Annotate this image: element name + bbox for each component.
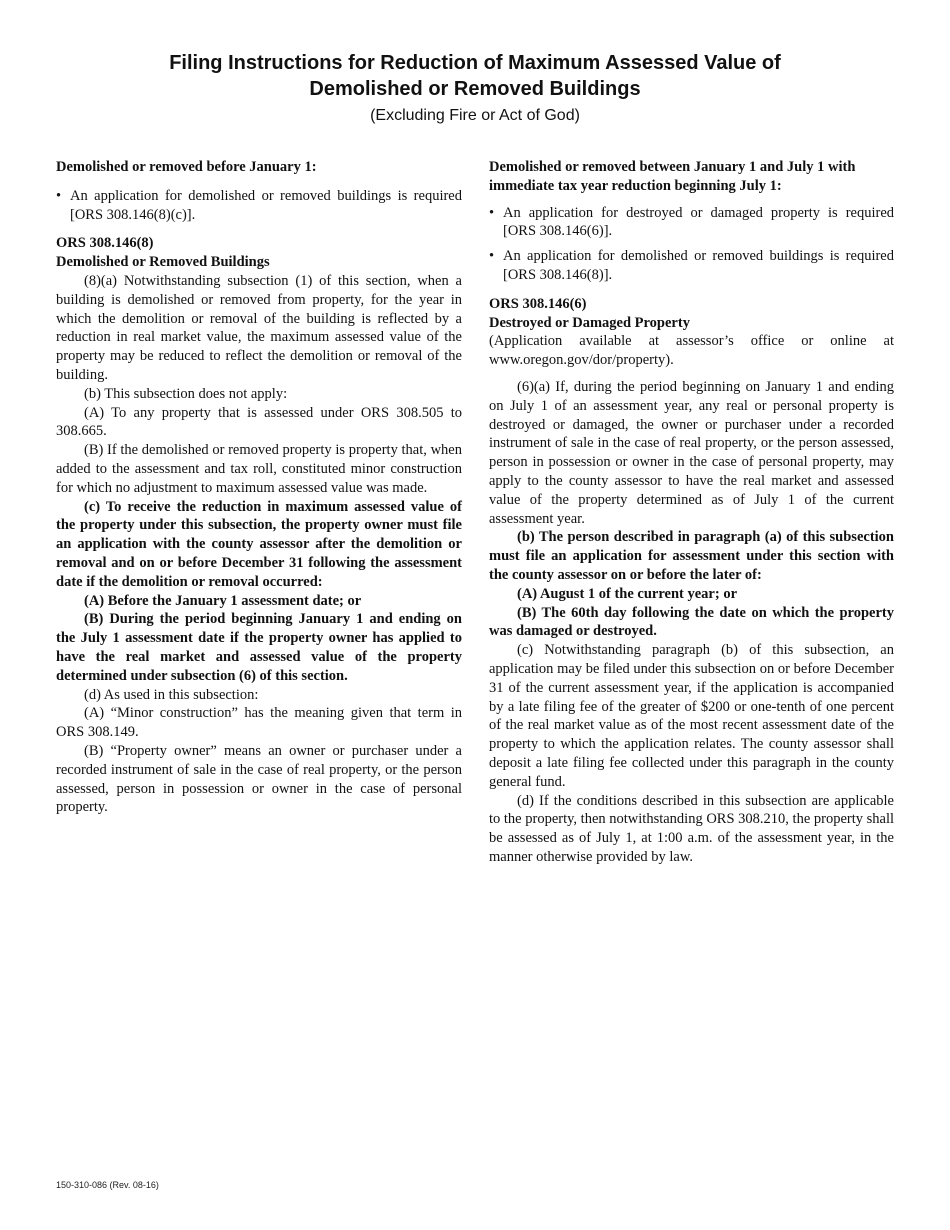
- para-8c-B: (B) During the period beginning January 1 and ending on the July 1 assessment date if the property owner has applied to have the real market and assessed value of the property determined under subsection (6) of this section.: [56, 611, 462, 684]
- left-statute-title: Demolished or Removed Buildings: [56, 254, 270, 271]
- right-bullet-item-1: [489, 204, 894, 242]
- para-8a: (8)(a) Notwithstanding subsection (1) of this section, when a building is demolished or removed from property, for the year in which the demolition or removal of the building is reflected by a reduction in real market value, the maximum assessed value of the property may be reduced to reflect the demolition or removal of the building.: [56, 272, 462, 383]
- title-line-1: Filing Instructions for Reduction of Maximum Assessed Value of: [169, 52, 781, 74]
- para-6b: (b) The person described in paragraph (a) of this subsection must file an application for assessment under this section with the county assessor on or before the later of:: [489, 529, 894, 583]
- left-section-heading: Demolished or removed before January 1:: [56, 159, 317, 175]
- right-statute-ref: ORS 308.146(6): [489, 295, 587, 312]
- right-bullet-text-1: An application for destroyed or damaged property is required [ORS 308.146(6)].: [503, 204, 894, 240]
- bullet-icon: •: [489, 204, 495, 221]
- right-bullet-text-2: An application for demolished or removed buildings is required [ORS 308.146(8)].: [503, 248, 894, 283]
- para-6b-B: (B) The 60th day following the date on which the property was damaged or destroyed.: [489, 604, 894, 640]
- para-8d: (d) As used in this subsection:: [84, 686, 259, 703]
- para-6c: (c) Notwithstanding paragraph (b) of this subsection, an application may be filed under this subsection on or before December 31 of the current assessment year, if the application is accompanied by a late filing fee of the greater of $200 or one-tenth of one percent of the real market value as of the most recent assessment date of the property to which the application relates. The county assessor shall deposit a late filing fee collected under this paragraph in the county general fund.: [489, 642, 894, 790]
- para-6d: (d) If the conditions described in this subsection are applicable to the property, then notwithstanding ORS 308.210, the property shall be assessed as of July 1, at 1:00 a.m. of the assessment year, in the manner otherwise provided by law.: [489, 792, 895, 865]
- para-8d-B: (B) “Property owner” means an owner or purchaser under a recorded instrument of sale in the case of real property, or the person assessed, person in possession or owner in the case of personal property.: [56, 742, 462, 816]
- form-number: 150-310-086 (Rev. 08-16): [56, 1180, 159, 1190]
- page-subtitle: (Excluding Fire or Act of God): [370, 107, 580, 124]
- bullet-icon: •: [489, 248, 495, 265]
- para-6b-A: (A) August 1 of the current year; or: [517, 585, 738, 602]
- title-line-2: Demolished or Removed Buildings: [309, 78, 641, 100]
- right-bullet-item-2: [489, 247, 894, 285]
- bullet-icon: •: [56, 187, 62, 204]
- right-column: [489, 158, 894, 867]
- page-title: [56, 50, 894, 102]
- para-8b: (b) This subsection does not apply:: [84, 385, 288, 402]
- left-statute-ref: ORS 308.146(8): [56, 235, 154, 252]
- left-bullet-text: An application for demolished or removed buildings is required [ORS 308.146(8)(c)].: [70, 187, 462, 223]
- right-statute-title: Destroyed or Damaged Property: [489, 314, 690, 331]
- para-8c: (c) To receive the reduction in maximum assessed value of the property under this subsection, the property owner must file an application with the county assessor after the demolition or removal and on or before December 31 following the assessment date if the demolition or removal occurred:: [56, 498, 462, 590]
- para-6a: (6)(a) If, during the period beginning on January 1 and ending on July 1 of an assessment year, any real or personal property is destroyed or damaged, the owner or purchaser under a recorded instrument of sale in the case of real property, or the person assessed, person in possession or owner in the case of personal property, may apply to the county assessor to have the real market and assessed value of the property determined as of July 1 of the current assessment year.: [489, 378, 894, 527]
- para-8c-A: (A) Before the January 1 assessment date; or: [84, 592, 362, 609]
- right-section-heading: Demolished or removed between January 1 and July 1 with immediate tax year reduction beginning July 1:: [489, 159, 856, 194]
- para-8d-A: (A) “Minor construction” has the meaning given that term in ORS 308.149.: [56, 705, 462, 741]
- title-block: [56, 50, 894, 127]
- para-8b-B: (B) If the demolished or removed property is property that, when added to the assessment and tax roll, constituted minor construction for which no adjustment to maximum assessed value was made.: [56, 442, 462, 496]
- application-availability: (Application available at assessor’s office or online at www.oregon.gov/dor/property).: [489, 333, 894, 369]
- left-bullet-item: [56, 187, 462, 225]
- para-8b-A: (A) To any property that is assessed under ORS 308.505 to 308.665.: [56, 404, 462, 440]
- left-column: [56, 158, 462, 817]
